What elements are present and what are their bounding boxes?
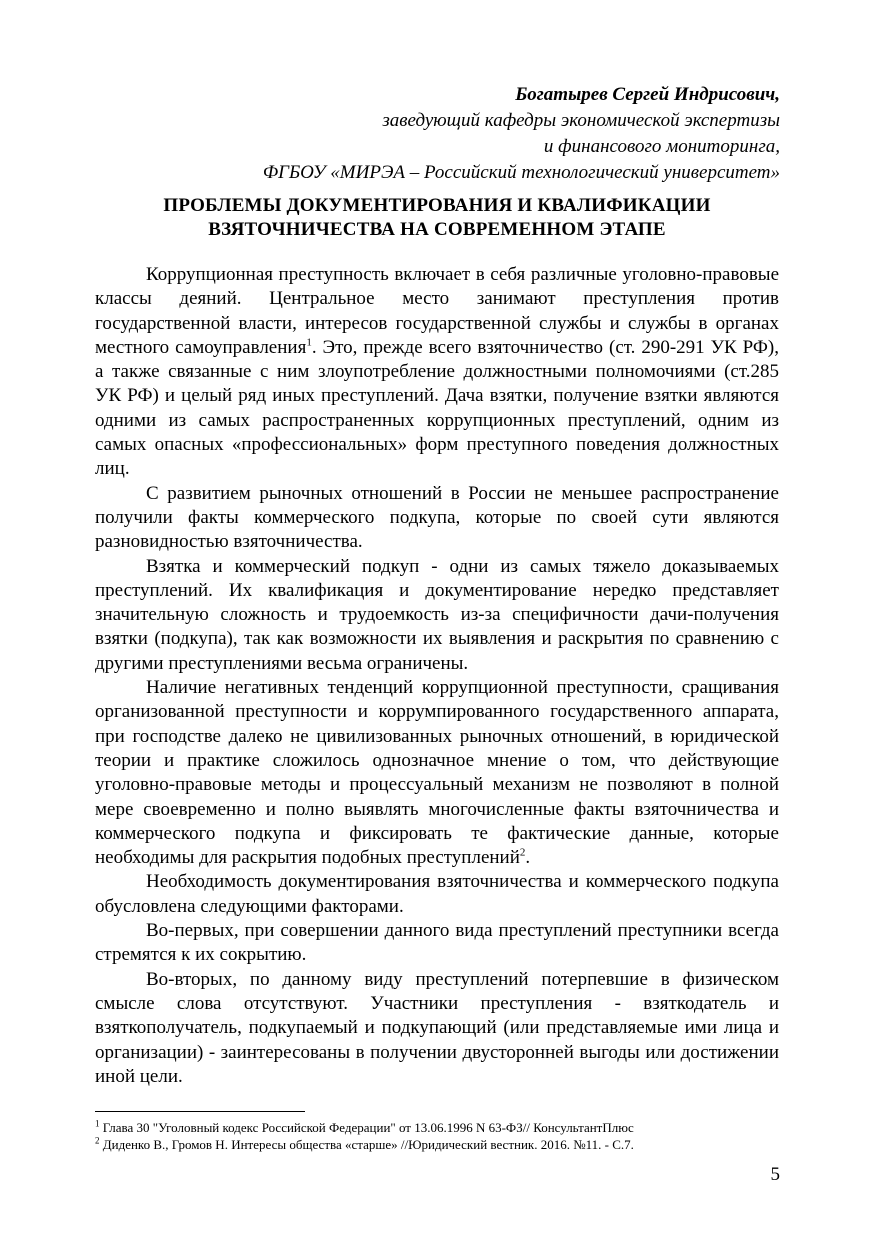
- article-title: [95, 194, 779, 242]
- footnote-1-text: Глава 30 "Уголовный кодекс Российской Федерации" от 13.06.1996 N 63-ФЗ// КонсультантПлюс: [99, 1120, 634, 1135]
- article-title-line2: ВЗЯТОЧНИЧЕСТВА НА СОВРЕМЕННОМ ЭТАПЕ: [208, 219, 666, 240]
- article-body: [95, 263, 779, 1089]
- footnote-2-mark: 2: [95, 1135, 100, 1146]
- footnote-divider: [95, 1111, 305, 1112]
- footnote-1-mark: 1: [95, 1118, 100, 1129]
- paragraph-1-text-a: Коррупционная преступность включает в себя различные уголовно-правовые классы деяний. Центральное место занимают преступления против государственной власти, интересов государственной службы и службы в органах местного самоуправления: [95, 264, 779, 358]
- paragraph-5: Необходимость документирования взяточничества и коммерческого подкупа обусловлена следующими факторами.: [95, 871, 779, 917]
- paragraph-4-text-a: Наличие негативных тенденций коррупционной преступности, сращивания организованной преступности и коррумпированного государственного аппарата, при господстве далеко не цивилизованных рыночных отношений, в юридической теории и практике сложилось однозначное мнение о том, что действующие уголовно-правовые методы и процессуальный механизм не позволяют в полной мере своевременно и полно выявлять многочисленные факты взяточничества и коммерческого подкупа и фиксировать те фактические данные, которые необходимы для раскрытия подобных преступлений: [95, 677, 779, 869]
- footnote-1: [95, 1119, 779, 1136]
- footnote-2-text: Диденко В., Громов Н. Интересы общества «старше» //Юридический вестник. 2016. №11. - С.7.: [99, 1137, 634, 1152]
- paragraph-4: [95, 676, 779, 870]
- author-organization: ФГБОУ «МИРЭА – Российский технологический университет»: [262, 162, 780, 183]
- footnote-ref-1: 1: [306, 336, 312, 349]
- article-title-line1: ПРОБЛЕМЫ ДОКУМЕНТИРОВАНИЯ И КВАЛИФИКАЦИИ: [163, 195, 711, 216]
- author-block: [80, 82, 780, 186]
- paragraph-4-text-b: .: [525, 847, 531, 869]
- paragraph-3: Взятка и коммерческий подкуп - одни из самых тяжело доказываемых преступлений. Их квалификация и документирование нередко представляет значительную сложность и трудоемкость из-за специфичности дачи-получения взятки (подкупа), так как возможности их выявления и раскрытия по сравнению с другими преступлениями весьма ограничены.: [95, 555, 779, 674]
- author-name: Богатырев Сергей Индрисович,: [515, 84, 780, 105]
- author-position-line2: и финансового мониторинга,: [543, 136, 780, 157]
- author-position-line1: заведующий кафедры экономической экспертизы: [382, 110, 780, 131]
- page-number: 5: [770, 1164, 780, 1185]
- paragraph-7: Во-вторых, по данному виду преступлений потерпевшие в физическом смысле слова отсутствуют. Участники преступления - взяткодатель и взяткополучатель, подкупаемый и подкупающий (или представляемые ими лица и организации) - заинтересованы в получении двусторонней выгоды или достижении иной цели.: [95, 968, 779, 1087]
- paragraph-1-text-b: . Это, прежде всего взяточничество (ст. 290-291 УК РФ), а также связанные с ним злоупотребление должностными полномочиями (ст.285 УК РФ) и целый ряд иных преступлений. Дача взятки, получение взятки являются одними из самых распространенных коррупционных преступлений, одним из самых опасных «профессиональных» форм преступного поведения должностных лиц.: [95, 336, 780, 480]
- paragraph-2: С развитием рыночных отношений в России не меньшее распространение получили факты коммерческого подкупа, которые по своей сути являются разновидностью взяточничества.: [95, 482, 779, 553]
- footnote-2: [95, 1136, 779, 1153]
- paragraph-6: Во-первых, при совершении данного вида преступлений преступники всегда стремятся к их сокрытию.: [95, 920, 779, 966]
- footnotes: [95, 1119, 779, 1153]
- footnote-ref-2: 2: [519, 846, 526, 859]
- paragraph-1: [95, 263, 779, 482]
